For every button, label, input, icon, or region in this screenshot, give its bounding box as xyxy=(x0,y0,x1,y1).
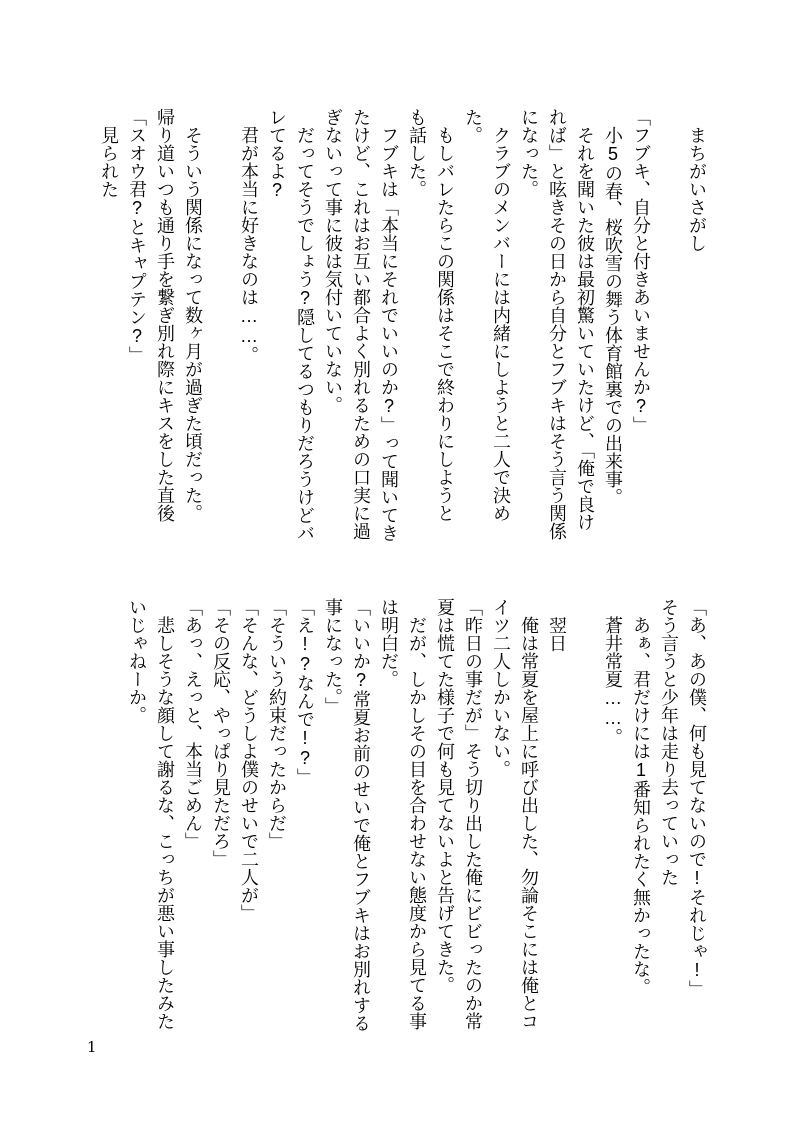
text-column: フブキは「本当にそれでいいのか?」って聞いてき xyxy=(379,108,399,542)
text-column: 「そういう約束だったからだ」 xyxy=(267,598,287,850)
text-column: 「え!?なんで!?」 xyxy=(295,598,315,786)
story-section-top xyxy=(95,108,711,540)
text-column: 翌日 xyxy=(547,598,567,652)
text-column: ぎないって事に彼は気付いていない。 xyxy=(323,108,343,414)
text-column xyxy=(655,108,683,540)
text-column: も話した。 xyxy=(407,108,427,198)
text-column: れば」と呟きその日から自分とフブキはそう言う関係 xyxy=(547,108,567,540)
text-column xyxy=(571,598,599,1030)
text-column: 「昨日の事だが」そう切り出した俺にビビったのか常 xyxy=(463,598,483,1030)
text-column: 「スオウ君?とキャプテン?」 xyxy=(127,108,147,364)
text-column: 「その反応、やっぱり見ただろ」 xyxy=(211,598,231,868)
text-column: そういう関係になって数ヶ月が過ぎた頃だった。 xyxy=(183,108,203,522)
text-column: 帰り道いつも通り手を繋ぎ別れ際にキスをした直後 xyxy=(155,108,175,522)
text-column: クラブのメンバーには内緒にしようと二人で決め xyxy=(491,108,511,522)
text-column: は明白だ。 xyxy=(379,598,399,688)
text-column: 「あっ、えっと、本当ごめん」 xyxy=(183,598,203,850)
text-column: 悲しそうな顔して謝るな、こっちが悪い事したみた xyxy=(155,598,175,1030)
text-column: 「フブキ、自分と付きあいませんか?」 xyxy=(631,108,651,434)
text-column: いじゃねーか。 xyxy=(127,598,147,724)
text-column: イツ二人しかいない。 xyxy=(491,598,511,778)
text-column: 「いいか?常夏お前のせいで俺とフブキはお別れする xyxy=(351,598,371,1032)
text-column: 蒼井常夏……。 xyxy=(603,598,623,746)
text-column: もしバレたらこの関係はそこで終わりにしようと xyxy=(435,108,455,522)
text-column: それを聞いた彼は最初驚いていたけど、「俺で良け xyxy=(575,108,595,531)
text-column: になった。 xyxy=(519,108,539,198)
text-column: 「そんな、どうしよ僕のせいで二人が」 xyxy=(239,598,259,922)
text-column xyxy=(207,108,235,540)
text-column: だってそうでしょう?隠してるつもりだろうけどバ xyxy=(295,108,315,542)
text-column: あぁ、君だけには1番知られたく無かったな。 xyxy=(631,598,651,996)
text-column: 事になった。」 xyxy=(323,598,343,715)
text-column: 君が本当に好きなのは……。 xyxy=(239,108,259,364)
text-column: まちがいさがし xyxy=(687,108,707,252)
text-column: 見られた xyxy=(99,108,119,198)
page-number: 1 xyxy=(87,1038,97,1056)
story-section-bottom xyxy=(123,598,711,1030)
text-column: 夏は慌てた様子で何も見てないよと告げてきた。 xyxy=(435,598,455,994)
text-column: た。 xyxy=(463,108,483,144)
text-column: 俺は常夏を屋上に呼び出した、勿論そこには俺とコ xyxy=(519,598,539,1030)
text-column: だが、しかしその目を合わせない態度から見てる事 xyxy=(407,598,427,1030)
text-column: 小5の春、桜吹雪の舞う体育館裏での出来事。 xyxy=(603,108,623,506)
text-column: レてるよ? xyxy=(267,108,287,200)
text-column: 「あ、あの僕、何も見てないので!それじゃ!」 xyxy=(687,598,707,998)
text-column: たけど、これはお互い都合よく別れるための口実に過 xyxy=(351,108,371,540)
text-column: そう言うと少年は走り去っていった xyxy=(659,598,679,886)
